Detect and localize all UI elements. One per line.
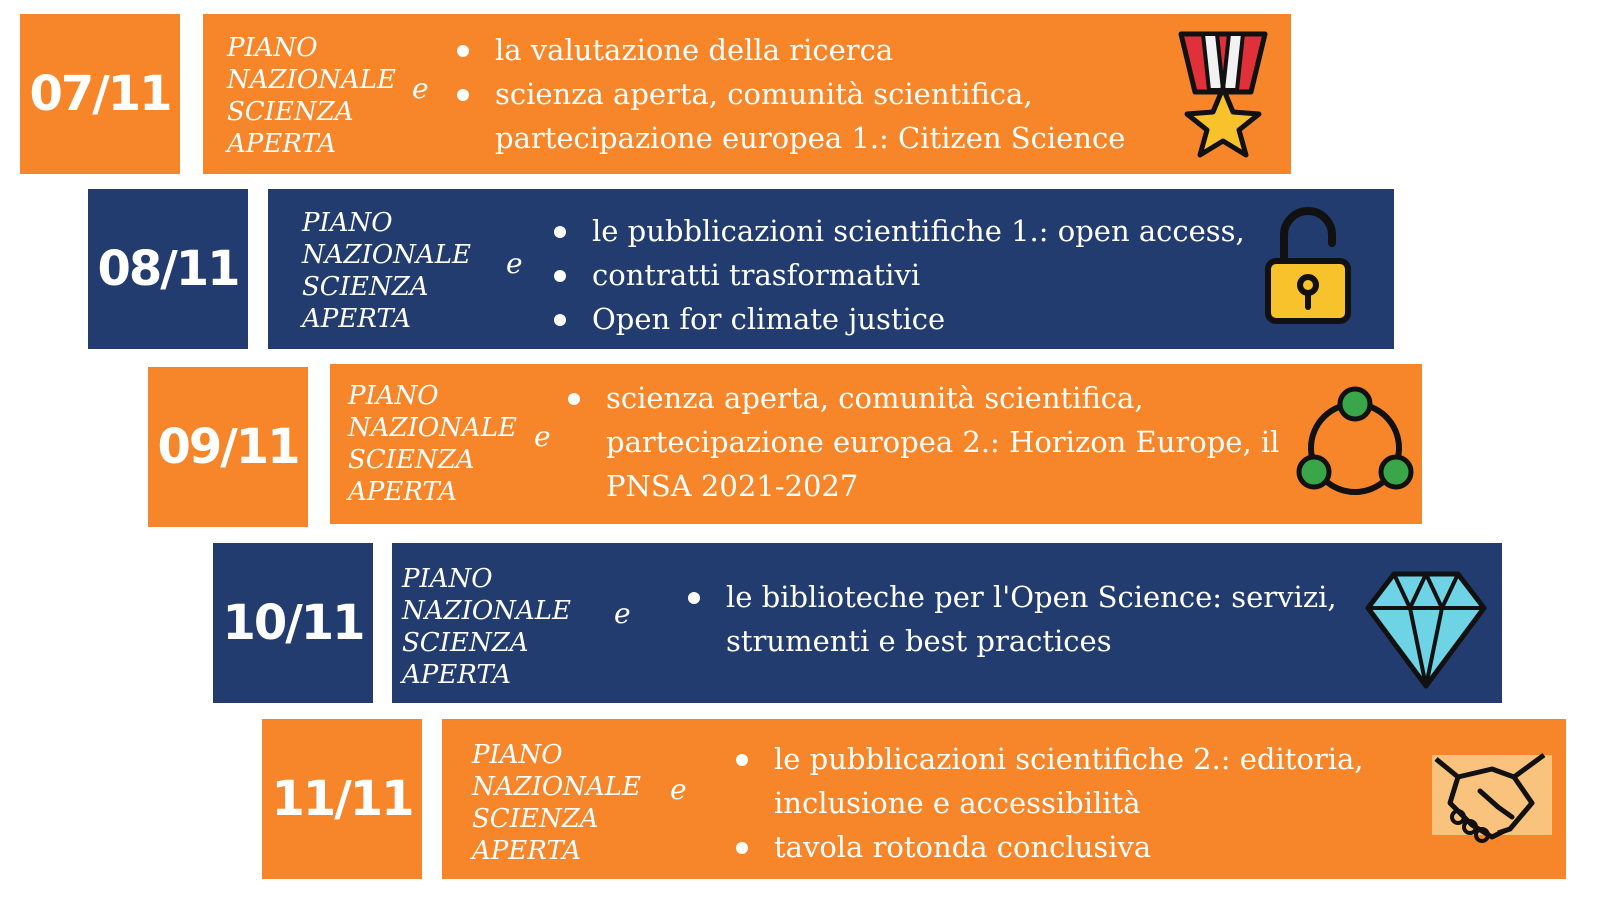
plan-title xyxy=(348,380,517,508)
plan-line: PIANO xyxy=(227,33,318,63)
session-band-0911 xyxy=(330,364,1422,524)
plan-title xyxy=(402,563,571,691)
plan-line: NAZIONALE xyxy=(402,596,571,626)
date-label: 08/11 xyxy=(97,241,239,297)
date-box-1011 xyxy=(213,543,373,703)
plan-line: PIANO xyxy=(472,740,563,770)
plan-title xyxy=(227,32,396,160)
plan-line: PIANO xyxy=(302,208,393,238)
plan-line: APERTA xyxy=(472,836,582,866)
plan-line: SCIENZA xyxy=(402,628,529,658)
plan-title xyxy=(472,739,641,867)
plan-line: PIANO xyxy=(348,381,439,411)
topic-list xyxy=(684,575,1337,663)
date-label: 09/11 xyxy=(157,419,299,475)
topic-list xyxy=(732,737,1364,869)
handshake-icon xyxy=(1432,733,1552,863)
topic-list xyxy=(453,28,1125,160)
session-band-0711 xyxy=(203,14,1291,174)
topic-item: Open for climate justice xyxy=(550,297,1245,341)
conjunction: e xyxy=(670,773,687,806)
conjunction: e xyxy=(506,247,523,280)
topic-item: le biblioteche per l'Open Science: servizi, strumenti e best practices xyxy=(684,575,1337,663)
plan-line: APERTA xyxy=(348,477,458,507)
plan-line: PIANO xyxy=(402,564,493,594)
session-band-1111 xyxy=(442,719,1566,879)
topic-item: scienza aperta, comunità scientifica, partecipazione europea 1.: Citizen Science xyxy=(453,72,1125,160)
plan-line: APERTA xyxy=(402,660,512,690)
plan-line: APERTA xyxy=(302,304,412,334)
date-box-0711 xyxy=(20,14,180,174)
conjunction: e xyxy=(412,72,429,105)
date-box-1111 xyxy=(262,719,422,879)
topic-item: la valutazione della ricerca xyxy=(453,28,1125,72)
plan-line: APERTA xyxy=(227,129,337,159)
topic-item: le pubblicazioni scientifiche 2.: editoria, inclusione e accessibilità xyxy=(732,737,1364,825)
date-box-0811 xyxy=(88,189,248,349)
topic-item: le pubblicazioni scientifiche 1.: open access, xyxy=(550,209,1245,253)
topic-item: tavola rotonda conclusiva xyxy=(732,825,1364,869)
topic-list xyxy=(564,376,1279,508)
session-band-1011 xyxy=(392,543,1502,703)
plan-line: NAZIONALE xyxy=(302,240,471,270)
date-label: 10/11 xyxy=(222,595,364,651)
session-band-0811 xyxy=(268,189,1394,349)
topic-item: contratti trasformativi xyxy=(550,253,1245,297)
network-icon xyxy=(1290,378,1420,508)
plan-line: SCIENZA xyxy=(348,445,475,475)
open-lock-icon xyxy=(1258,201,1358,331)
plan-line: NAZIONALE xyxy=(227,65,396,95)
medal-icon xyxy=(1173,30,1273,160)
date-label: 07/11 xyxy=(29,66,171,122)
plan-line: SCIENZA xyxy=(227,97,354,127)
plan-line: NAZIONALE xyxy=(348,413,517,443)
date-label: 11/11 xyxy=(271,771,413,827)
topic-list xyxy=(550,209,1245,341)
topic-item: scienza aperta, comunità scientifica, partecipazione europea 2.: Horizon Europe, il PNSA 2021-2027 xyxy=(564,376,1279,508)
conjunction: e xyxy=(534,420,551,453)
date-box-0911 xyxy=(148,367,308,527)
plan-title xyxy=(302,207,471,335)
plan-line: NAZIONALE xyxy=(472,772,641,802)
plan-line: SCIENZA xyxy=(472,804,599,834)
diamond-icon xyxy=(1364,563,1488,693)
plan-line: SCIENZA xyxy=(302,272,429,302)
conjunction: e xyxy=(614,597,631,630)
